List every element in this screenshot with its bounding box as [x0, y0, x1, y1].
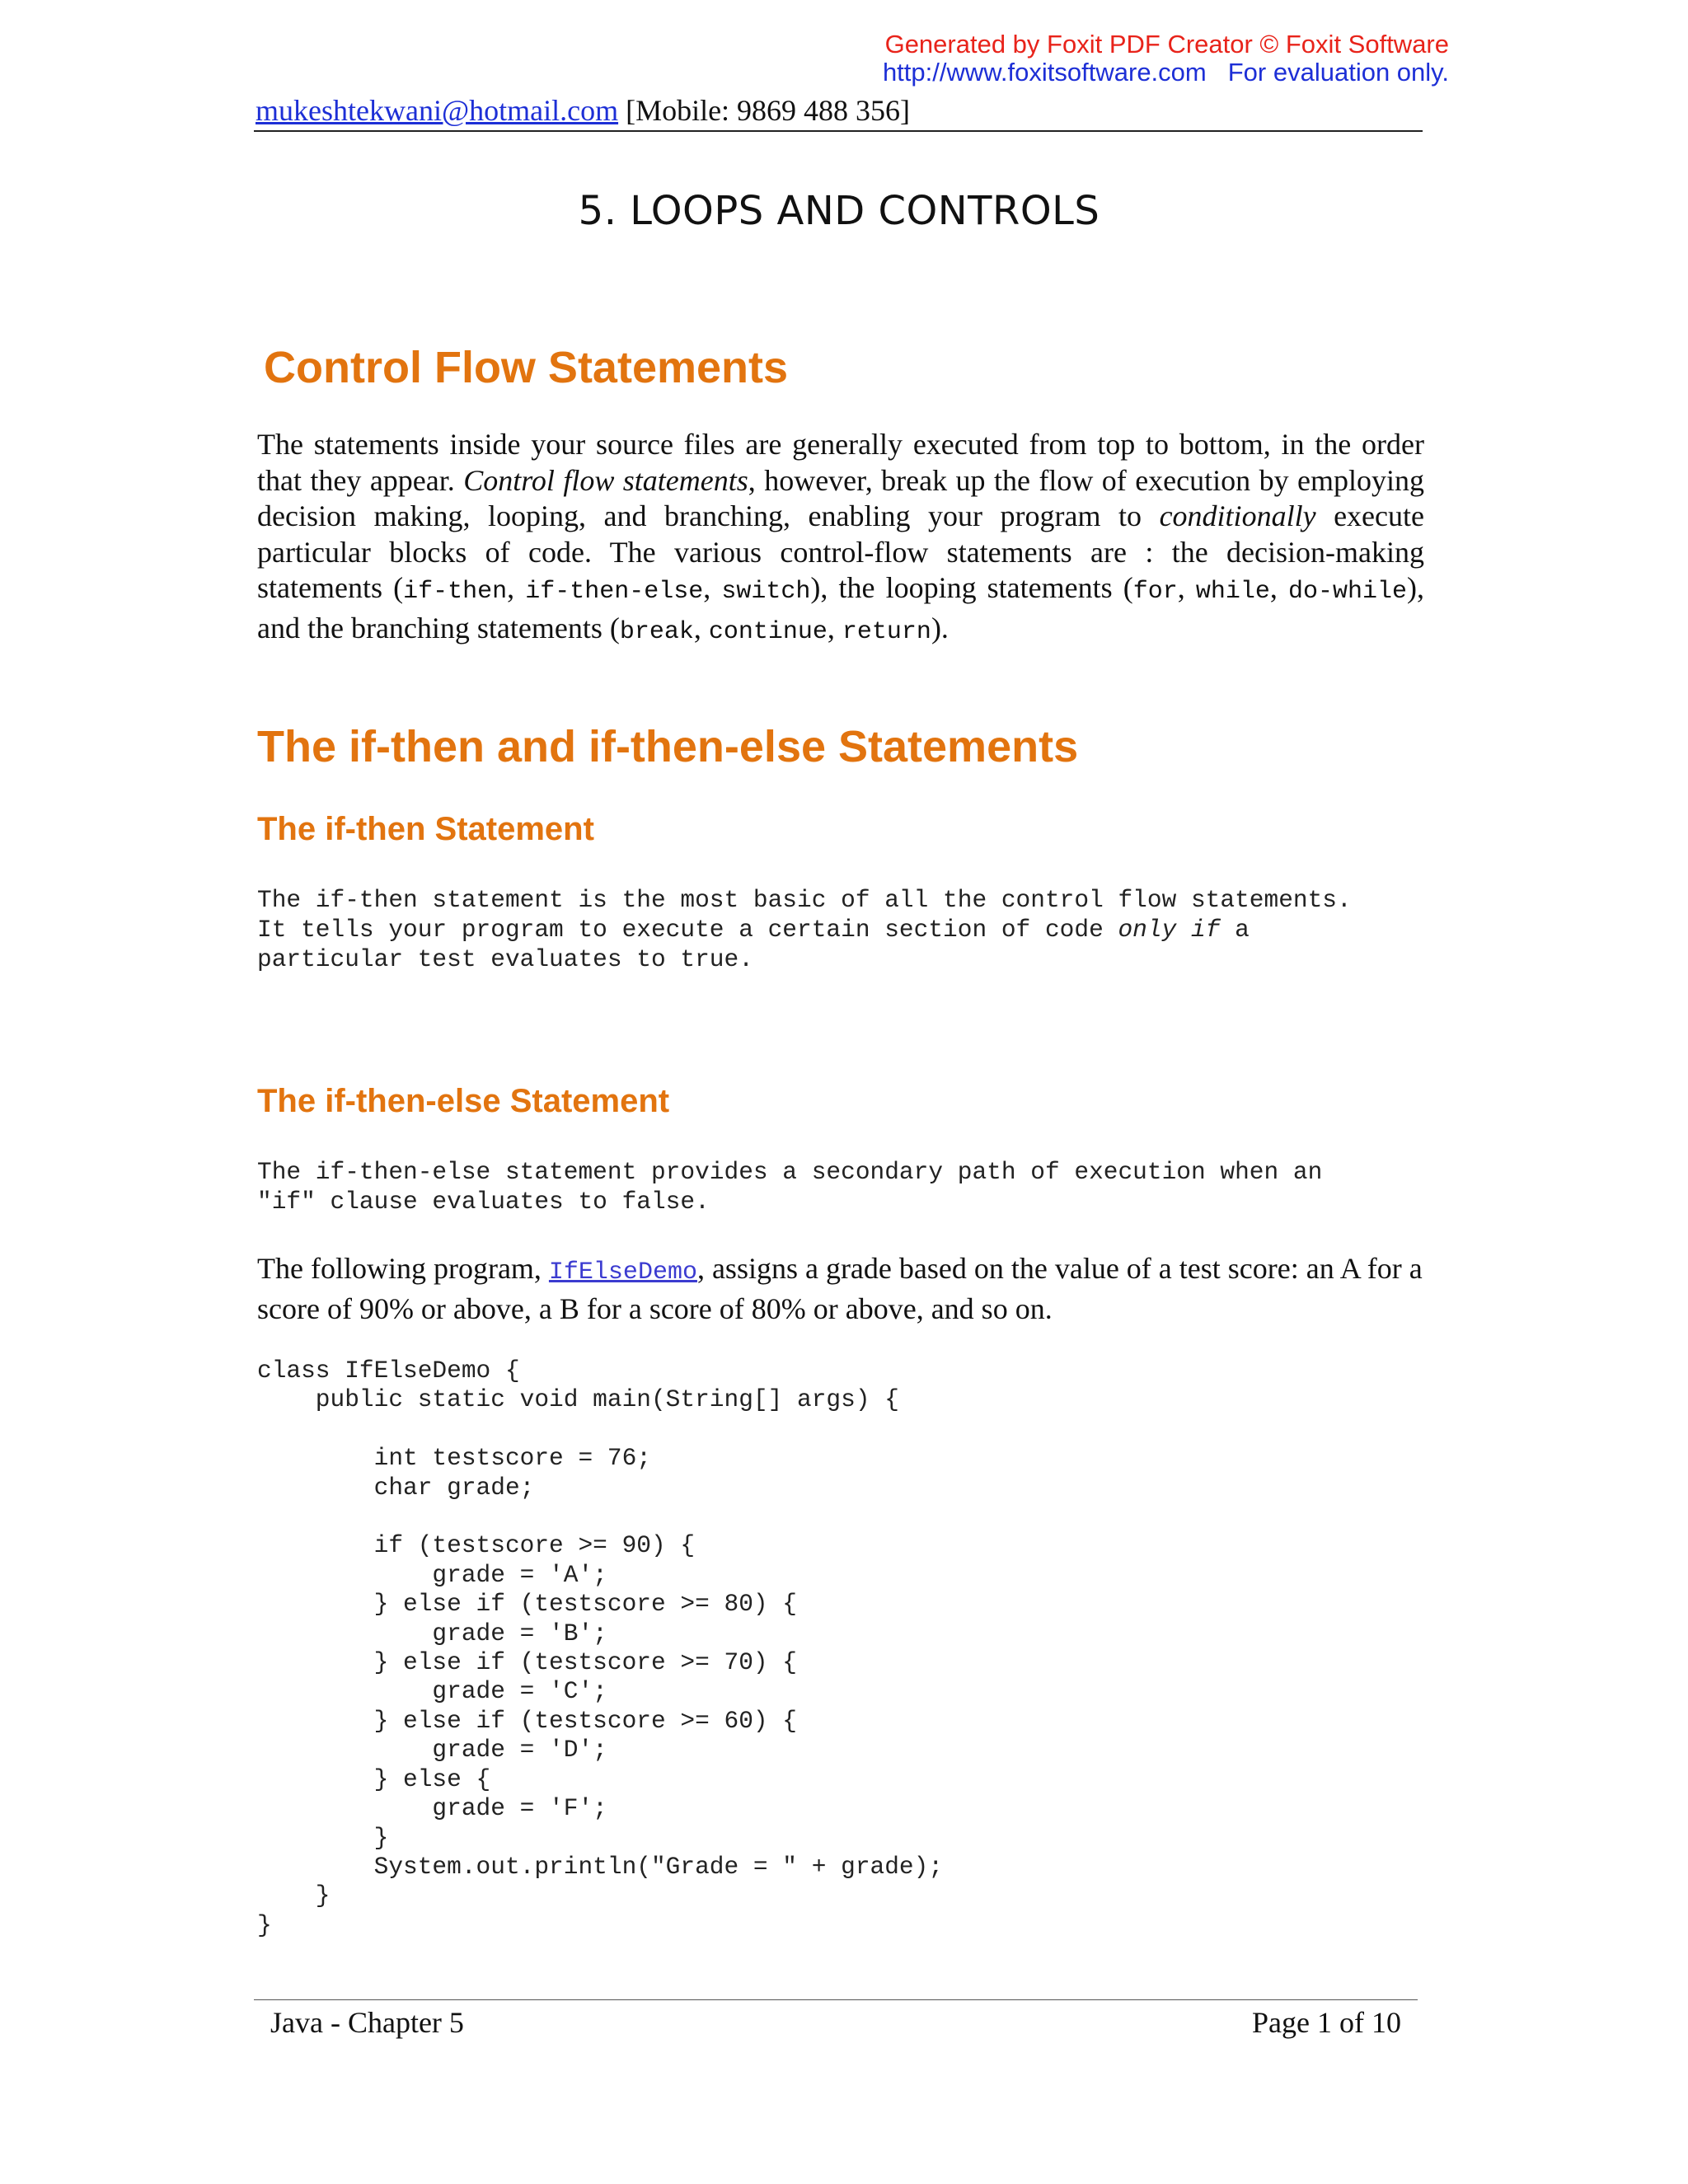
code-line: grade = 'F';: [257, 1794, 607, 1823]
code-line: } else if (testscore >= 70) {: [257, 1648, 798, 1677]
code-line: }: [257, 1823, 389, 1852]
code-line: } else if (testscore >= 60) {: [257, 1706, 798, 1735]
email-link[interactable]: mukeshtekwani@hotmail.com: [256, 94, 619, 127]
watermark-url[interactable]: http://www.foxitsoftware.com: [882, 58, 1207, 87]
watermark-evaluation: For evaluation only.: [1227, 58, 1449, 87]
keyword-continue: continue: [708, 617, 828, 646]
watermark-generated-by: Generated by Foxit PDF Creator © Foxit Software: [884, 30, 1449, 59]
subheading-if-then-else: The if-then-else Statement: [257, 1083, 670, 1119]
code-line: int testscore = 76;: [257, 1444, 651, 1473]
subheading-if-then: The if-then Statement: [257, 811, 594, 847]
mobile-number: [Mobile: 9869 488 356]: [626, 94, 911, 127]
code-line: } else {: [257, 1765, 491, 1793]
header-rule: [254, 130, 1423, 132]
code-line: public static void main(String[] args) {: [257, 1385, 899, 1414]
keyword-switch: switch: [721, 578, 811, 606]
code-line: }: [257, 1882, 331, 1910]
paragraph-control-flow: The statements inside your source files are generally executed from top to bottom, in the order that they appear. Control flow statements, however, break up the flow of execution by employing decision making, looping, and branching, enabling your program to conditionally execute particular blocks of code. The various control-flow statements are : the decision-making statements (if-then, if-then-else, switch), the looping statements (for, while, do-while), and the branching statements (break, continue, return).: [257, 428, 1425, 646]
ifelsedemo-link[interactable]: IfElseDemo: [548, 1258, 697, 1286]
footer-page-number: Page 1 of 10: [1252, 2006, 1401, 2039]
code-block-ifelsedemo: [257, 1357, 943, 1940]
footer-rule: [254, 1999, 1418, 2000]
code-line: grade = 'B';: [257, 1619, 607, 1647]
code-line: }: [257, 1910, 272, 1939]
paragraph-ifelsedemo: The following program, IfElseDemo, assigns a grade based on the value of a test score: an A for a score of 90% or above, a B for a score of 80% or above, and so on.: [257, 1252, 1423, 1325]
paragraph-if-then-else: The if-then-else statement provides a secondary path of execution when an "if" clause evaluates to false.: [257, 1158, 1323, 1216]
keyword-break: break: [619, 617, 694, 646]
paragraph-if-then: The if-then statement is the most basic of all the control flow statements. It tells your program to execute a certain section of code only if a particular test evaluates to true.: [257, 886, 1352, 973]
code-line: System.out.println("Grade = " + grade);: [257, 1852, 944, 1881]
keyword-if-then-else: if-then-else: [525, 578, 704, 606]
footer-chapter: Java - Chapter 5: [270, 2006, 464, 2039]
heading-control-flow: Control Flow Statements: [264, 343, 789, 392]
code-line: } else if (testscore >= 80) {: [257, 1590, 798, 1619]
code-line: grade = 'C';: [257, 1677, 607, 1706]
keyword-for: for: [1132, 578, 1178, 606]
code-line: class IfElseDemo {: [257, 1357, 520, 1385]
page-header: [256, 92, 910, 129]
keyword-while: while: [1195, 578, 1270, 606]
watermark-url-line: [839, 58, 1449, 87]
code-line: char grade;: [257, 1473, 535, 1502]
keyword-do-while: do-while: [1287, 578, 1408, 606]
chapter-title: 5. LOOPS AND CONTROLS: [578, 188, 1100, 234]
heading-if-then-else-statements: The if-then and if-then-else Statements: [257, 722, 1079, 771]
keyword-if-then: if-then: [403, 578, 508, 606]
keyword-return: return: [842, 617, 931, 646]
code-line: grade = 'A';: [257, 1560, 607, 1589]
code-line: if (testscore >= 90) {: [257, 1531, 696, 1560]
code-line: grade = 'D';: [257, 1736, 607, 1765]
